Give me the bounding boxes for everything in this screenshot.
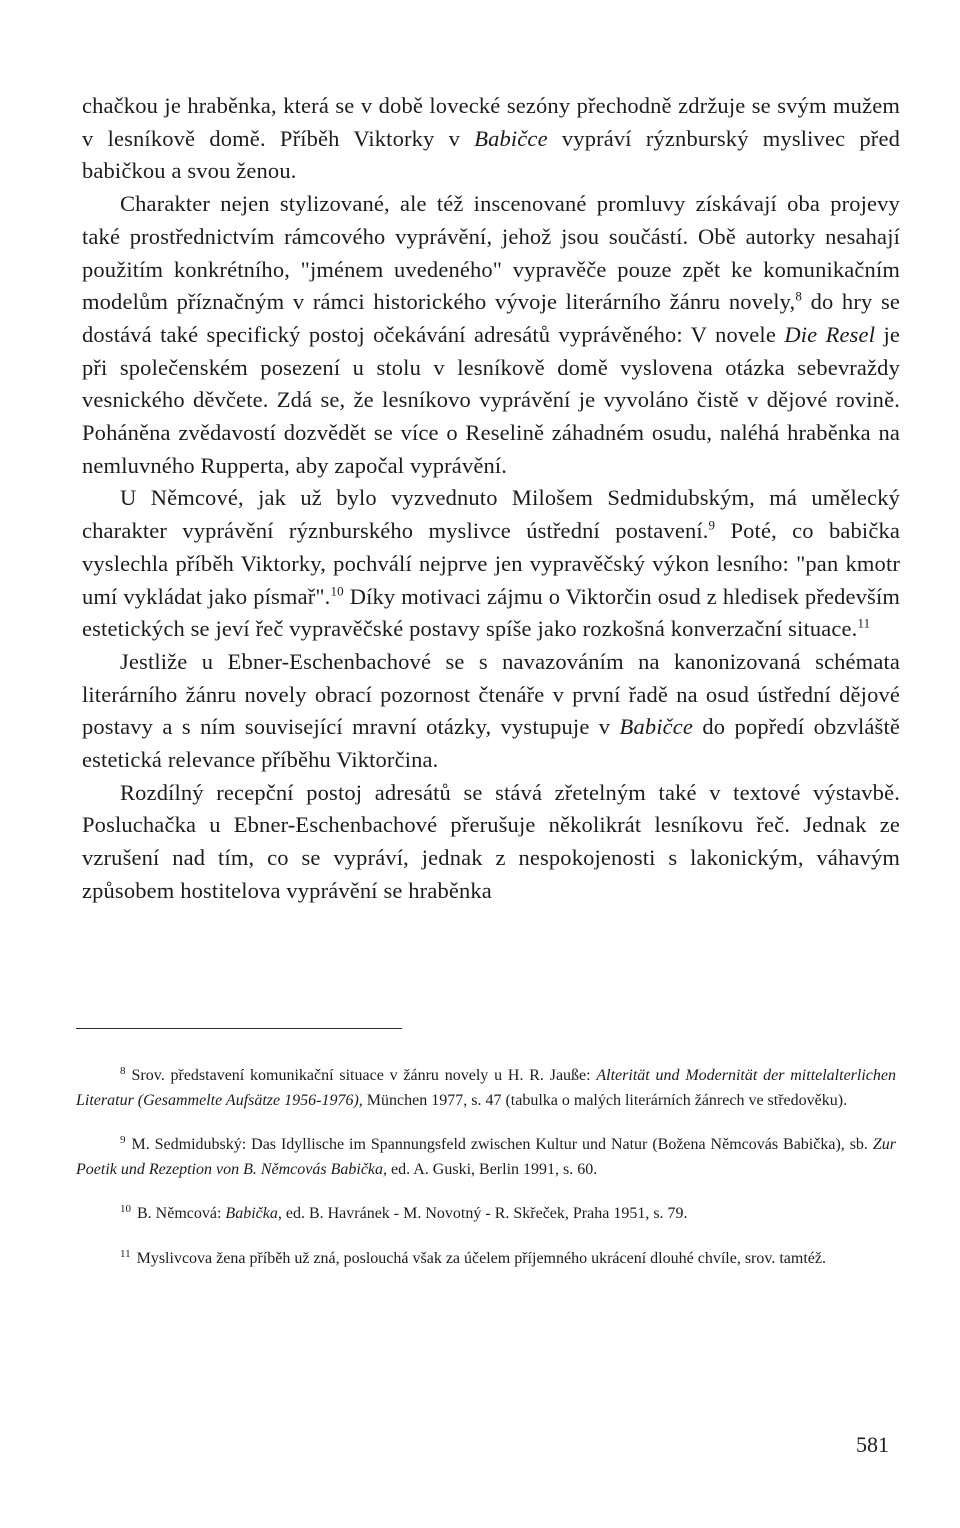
footnote-divider	[76, 1028, 402, 1029]
footnote-11	[76, 1247, 896, 1272]
text-run: Jestliže u Ebner-Eschenbachové se s navazováním na kanonizovaná schémata literárního žánru novely obrací pozornost čtenáře v první řadě na osud ústřední dějové postavy a s ním související mravní otázky, vystupuje v	[82, 648, 900, 740]
paragraph-4	[82, 646, 900, 777]
italic-title: Babičce	[619, 714, 694, 740]
italic-title: Babička,	[225, 1205, 282, 1222]
footnote-number: 9	[120, 1134, 126, 1146]
footnote-9	[76, 1133, 896, 1182]
text-run: München 1977, s. 47 (tabulka o malých literárních žánrech ve středověku).	[362, 1092, 848, 1109]
text-run: B. Němcová:	[137, 1205, 226, 1222]
footnote-number: 11	[120, 1248, 131, 1260]
text-run: vypráví rýznburský myslivec před babičkou a svou ženou.	[82, 125, 900, 184]
paragraph-1	[82, 90, 900, 188]
footnote-number: 8	[120, 1065, 126, 1077]
text-run: Rozdílný recepční postoj adresátů se stává zřetelným také v textové výstavbě. Posluchačka u Ebner-Eschenbachové přerušuje několikrát lesníkovu řeč. Jednak ze vzrušení nad tím, co se vypráví, jednak z nespokojenosti s lakonickým, váhavým způsobem hostitelova vyprávění se hraběnka	[82, 779, 900, 903]
text-run: Srov. představení komunikační situace v žánru novely u H. R. Jauße:	[131, 1067, 597, 1084]
text-run: ed. A. Guski, Berlin 1991, s. 60.	[387, 1161, 598, 1178]
italic-title: Zur Poetik und Rezeption von B. Němcovás Babička,	[76, 1136, 896, 1178]
text-run: do hry se dostává také specifický postoj očekávání adresátů vyprávěného: V novele	[82, 289, 900, 347]
footnote-ref-11: 11	[857, 615, 871, 631]
text-run: Díky motivaci zájmu o Viktorčin osud z hledisek především estetických se jeví řeč vypravěčské postavy spíše jako rozkošná konverzační situace.	[82, 583, 900, 642]
text-run: je při společenském posezení u stolu v lesníkově domě vyslovena otázka sebevraždy vesnického děvčete. Zdá se, že lesníkovo vyprávění je vyvoláno čistě v dějové rovině. Poháněna zvědavostí dozvědět se více o Reselině záhadném osudu, naléhá hraběnka na nemluvného Rupperta, aby započal vyprávění.	[82, 321, 900, 478]
text-run: Poté, co babička vyslechla příběh Viktorky, pochválí nejprve jen vypravěčský výkon lesního: "pan kmotr umí vykládat jako písmař".	[82, 518, 900, 609]
text-run: chačkou je hraběnka, která se v době lovecké sezóny přechodně zdržuje se svým mužem v lesníkově domě. Příběh Viktorky v	[82, 93, 900, 151]
text-run: ed. B. Havránek - M. Novotný - R. Skřeček, Praha 1951, s. 79.	[281, 1205, 688, 1222]
footnote-ref-9: 9	[708, 517, 716, 533]
text-run: M. Sedmidubský: Das Idyllische im Spannungsfeld zwischen Kultur und Natur (Božena Němcovás Babička), sb.	[131, 1136, 873, 1153]
italic-title: Die Resel	[784, 321, 876, 347]
page-number: 581	[856, 1432, 889, 1457]
paragraph-3	[82, 482, 900, 646]
italic-title: Babičce	[474, 125, 548, 151]
text-run: Charakter nejen stylizované, ale též inscenované promluvy získávají oba projevy také prostřednictvím rámcového vyprávění, jehož jsou součástí. Obě autorky nesahají použitím konkrétního, "jménem uvedeného" vypravěče pouze zpět ke komunikačním modelům příznačným v rámci historického vývoje literárního žánru novely,	[82, 191, 900, 315]
footnote-number: 10	[120, 1203, 131, 1215]
paragraph-2	[82, 188, 900, 482]
paragraph-5	[82, 777, 900, 908]
footnote-ref-8: 8	[795, 288, 802, 304]
text-run: Myslivcova žena příběh už zná, poslouchá však za účelem příjemného ukrácení dlouhé chvíle, srov. tamtéž.	[136, 1250, 826, 1267]
text-run: do popředí obzvláště estetická relevance příběhu Viktorčina.	[82, 714, 900, 773]
footnotes	[76, 1064, 896, 1292]
footnote-8	[76, 1064, 896, 1113]
text-run: U Němcové, jak už bylo vyzvednuto Milošem Sedmidubským, má umělecký charakter vyprávění rýznburského myslivce ústřední postavení.	[82, 485, 900, 544]
main-text	[82, 90, 900, 908]
footnote-ref-10: 10	[330, 583, 344, 599]
footnote-10	[76, 1202, 896, 1227]
italic-title: Alterität und Modernität der mittelalterlichen Literatur (Gesammelte Aufsätze 1956-1976),	[76, 1067, 896, 1109]
